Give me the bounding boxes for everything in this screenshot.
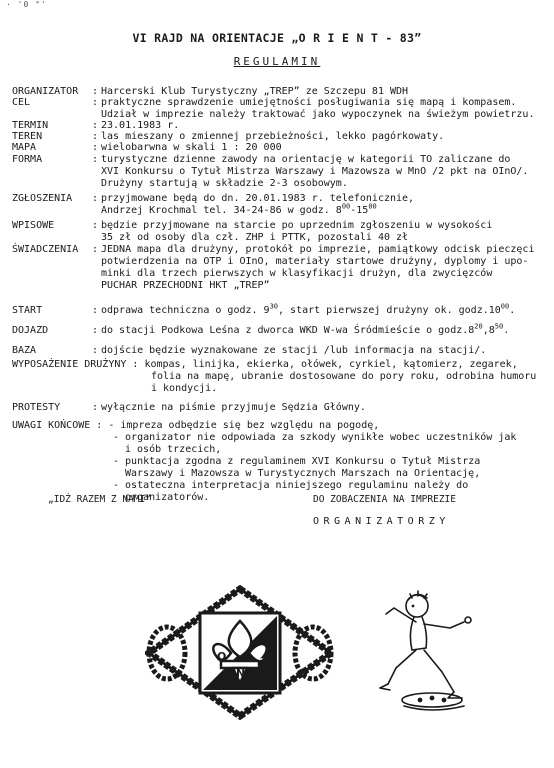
value-swiadczenia-3: minki dla trzech pierwszych w klasyfikacji drużyn, dla zwycięzców xyxy=(101,268,493,279)
section-protesty: PROTESTY : wyłącznie na piśmie przyjmuje Sędzia Główny. xyxy=(12,402,366,413)
label-mapa: MAPA xyxy=(12,142,37,153)
value-cel-2: Udział w imprezie należy traktować jako wypoczynek na świeżym powietrzu. xyxy=(101,109,535,120)
value-protesty: wyłącznie na piśmie przyjmuje Sędzia Główny. xyxy=(101,402,366,413)
label-zgloszenia: ZGŁOSZENIA xyxy=(12,193,73,204)
label-start: START xyxy=(12,305,43,316)
page-subtitle: REGULAMIN xyxy=(233,55,321,68)
section-baza: BAZA : dojście będzie wyznakowane ze stacji /lub informacja na stacji/. xyxy=(12,345,487,356)
logo-letter-n: N xyxy=(236,667,246,680)
value-forma-3: Drużyny startują w składzie 2-3 osobowym. xyxy=(101,178,348,189)
value-zgloszenia-2: Andrzej Krochmal tel. 34-24-86 w godz. $8^{00}-15^{00}$ xyxy=(101,202,377,216)
value-wyposazenie-2: folia na mapę, ubranie dostosowane do pory roku, odrobina humoru xyxy=(151,371,537,382)
section-mapa: MAPA : wielobarwna w skali 1 : 20 000 xyxy=(12,142,282,153)
label-baza: BAZA xyxy=(12,345,37,356)
value-forma-2: XVI Konkursu o Tytuł Mistrza Warszawy i Mazowsza w MnO /2 pkt na OInO/. xyxy=(101,166,529,177)
value-swiadczenia-4: PUCHAR PRZECHODNI HKT „TREP” xyxy=(101,280,270,291)
value-termin: 23.01.1983 r. xyxy=(101,120,180,131)
section-teren: TEREN : las mieszany o zmiennej przebieżności, lekko pagórkowaty. xyxy=(12,131,445,142)
see-you-text: DO ZOBACZENIA NA IMPREZIE xyxy=(313,494,456,505)
section-cel: CEL : praktyczne sprawdzenie umiejętności posługiwania się mapą i kompasem. xyxy=(12,97,517,108)
section-swiadczenia: ŚWIADCZENIA : JEDNA mapa dla drużyny, protokół po imprezie, pamiątkowy odcisk pieczęci xyxy=(12,244,535,255)
value-swiadczenia-1: JEDNA mapa dla drużyny, protokół po imprezie, pamiątkowy odcisk pieczęci xyxy=(101,244,535,255)
value-zgloszenia-1: przyjmowane będą do dn. 20.01.1983 r. telefonicznie, xyxy=(101,193,415,204)
value-uwagi-3: i osób trzecich, xyxy=(125,444,222,455)
section-organizator: ORGANIZATOR : Harcerski Klub Turystyczny „TREP” ze Szczepu 81 WDH xyxy=(12,86,409,97)
value-baza: dojście będzie wyznakowane ze stacji /lub informacja na stacji/. xyxy=(101,345,487,356)
value-organizator: Harcerski Klub Turystyczny „TREP” ze Szczepu 81 WDH xyxy=(101,86,409,97)
section-wyposazenie: WYPOSAŻENIE DRUŻYNY : kompas, linijka, ekierka, ołówek, cyrkiel, kątomierz, zegarek, xyxy=(12,359,518,370)
value-uwagi-5: Warszawy i Mazowsza w Turystycznych Marszach na Orientację, xyxy=(125,468,481,479)
label-forma: FORMA xyxy=(12,154,43,165)
label-wyposazenie: WYPOSAŻENIE DRUŻYNY xyxy=(12,359,127,370)
section-zgloszenia: ZGŁOSZENIA : przyjmowane będą do dn. 20.01.1983 r. telefonicznie, xyxy=(12,193,415,204)
motto: „IDŹ RAZEM Z NAMI” xyxy=(48,494,151,505)
section-dojazd: DOJAZD : do stacji Podkowa Leśna z dworca WKD W-wa Śródmieście o $godz.8^{20},8^{50}$. xyxy=(12,322,510,336)
value-mapa: wielobarwna w skali 1 : 20 000 xyxy=(101,142,282,153)
value-start: odprawa techniczna o godz. $9^{30}$, start pierwszej drużyny ok. $godz.10^{00}$. xyxy=(101,302,516,316)
section-uwagi: UWAGI KOŃCOWE : - impreza odbędzie się bez względu na pogodę, xyxy=(12,420,380,431)
value-uwagi-1: - impreza odbędzie się bez względu na pogodę, xyxy=(108,420,380,431)
label-dojazd: DOJAZD xyxy=(12,325,49,336)
section-forma: FORMA : turystyczne dzienne zawody na orientację w kategorii TO zaliczane do xyxy=(12,154,511,165)
club-logo-icon xyxy=(145,585,335,720)
section-termin: TERMIN : 23.01.1983 r. xyxy=(12,120,180,131)
label-protesty: PROTESTY xyxy=(12,402,61,413)
value-uwagi-7: organizatorów. xyxy=(125,492,210,503)
label-swiadczenia: ŚWIADCZENIA xyxy=(12,244,79,255)
label-teren: TEREN xyxy=(12,131,43,142)
page-title: VI RAJD NA ORIENTACJE „O R I E N T - 83” xyxy=(132,31,422,45)
value-forma-1: turystyczne dzienne zawody na orientację w kategorii TO zaliczane do xyxy=(101,154,511,165)
corner-mark: · '0 °' xyxy=(6,0,47,9)
value-wyposazenie-1: kompas, linijka, ekierka, ołówek, cyrkiel, kątomierz, zegarek, xyxy=(144,359,518,370)
value-cel-1: praktyczne sprawdzenie umiejętności posługiwania się mapą i kompasem. xyxy=(101,97,517,108)
label-uwagi: UWAGI KOŃCOWE xyxy=(12,420,91,431)
label-termin: TERMIN xyxy=(12,120,49,131)
runner-illustration-icon xyxy=(372,588,502,718)
label-cel: CEL xyxy=(12,97,31,108)
value-swiadczenia-2: potwierdzenia na OTP i OInO, materiały startowe drużyny, dyplomy i upo- xyxy=(101,256,529,267)
value-wyposazenie-3: i kondycji. xyxy=(151,383,218,394)
value-uwagi-2: - organizator nie odpowiada za szkody wynikłe wobec uczestników jak xyxy=(113,432,517,443)
value-uwagi-6: - ostateczna interpretacja niniejszego regulaminu należy do xyxy=(113,480,469,491)
section-start: START : odprawa techniczna o godz. $9^{30}$, start pierwszej drużyny ok. $godz.10^{00}$. xyxy=(12,302,516,316)
organizers-text: ORGANIZATORZY xyxy=(313,516,450,527)
value-uwagi-4: - punktacja zgodna z regulaminem XVI Konkursu o Tytuł Mistrza xyxy=(113,456,481,467)
value-dojazd: do stacji Podkowa Leśna z dworca WKD W-wa Śródmieście o $godz.8^{20},8^{50}$. xyxy=(101,322,510,336)
label-organizator: ORGANIZATOR xyxy=(12,86,79,97)
value-wpisowe-1: będzie przyjmowane na starcie po uprzednim zgłoszeniu w wysokości xyxy=(101,220,493,231)
label-wpisowe: WPISOWE xyxy=(12,220,55,231)
section-wpisowe: WPISOWE : będzie przyjmowane na starcie po uprzednim zgłoszeniu w wysokości xyxy=(12,220,493,231)
value-teren: las mieszany o zmiennej przebieżności, lekko pagórkowaty. xyxy=(101,131,445,142)
logo-letter-o: O xyxy=(217,650,227,663)
logo-letter-c: C xyxy=(255,650,264,663)
value-wpisowe-2: 35 zł od osoby dla czł. ZHP i PTTK, pozostali 40 zł xyxy=(101,232,409,243)
